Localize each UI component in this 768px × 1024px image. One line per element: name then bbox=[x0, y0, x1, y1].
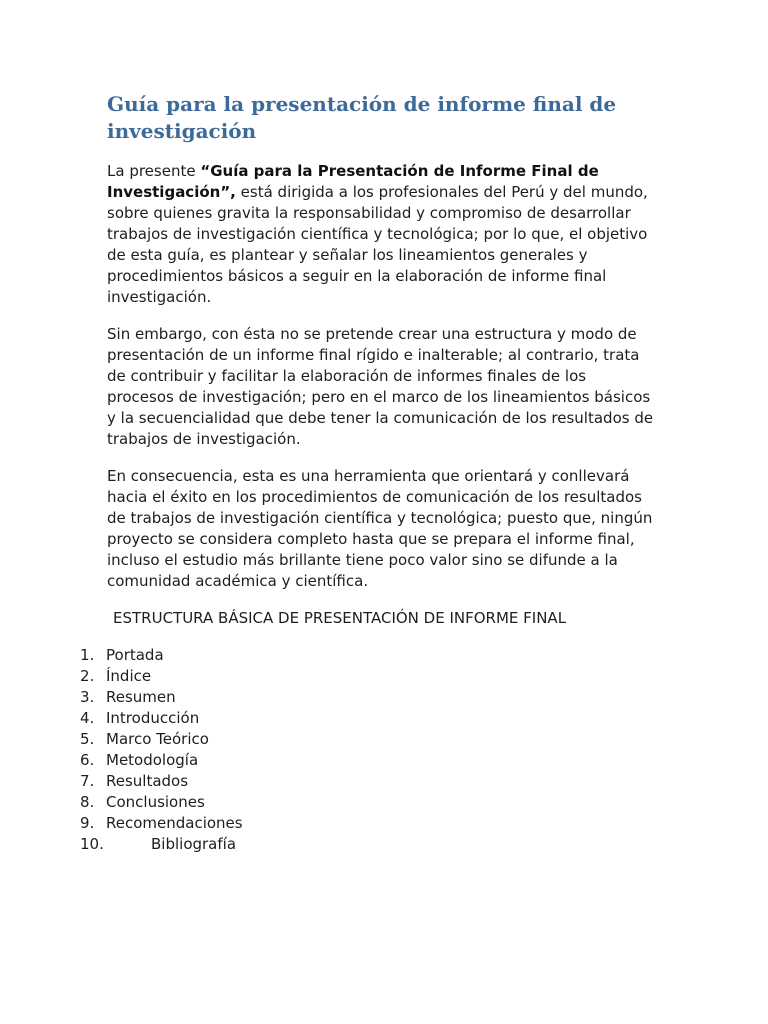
list-item-number: 4. bbox=[80, 709, 95, 727]
list-item bbox=[80, 750, 243, 771]
list-item bbox=[80, 729, 243, 750]
list-item-label: Resumen bbox=[106, 688, 176, 706]
guide-name-bold: “Guía para la Presentación de Informe Final de Investigación”, bbox=[107, 162, 599, 201]
list-item bbox=[80, 645, 243, 666]
list-item-number: 1. bbox=[80, 646, 95, 664]
structure-list bbox=[80, 645, 243, 855]
list-item bbox=[80, 792, 243, 813]
intro-paragraph-lead: La presente bbox=[107, 162, 201, 180]
conclusion-paragraph: En consecuencia, esta es una herramienta que orientará y conllevará hacia el éxito en los procedimientos de comunicación de los resultados de trabajos de investigación científica y tecnológica; puesto que, ningún proyecto se considera completo hasta que se prepara el informe final, incluso el estudio más brillante tiene poco valor sino se difunde a la comunidad académica y científica. bbox=[107, 467, 653, 590]
list-item-number: 6. bbox=[80, 751, 95, 769]
structure-heading: ESTRUCTURA BÁSICA DE PRESENTACIÓN DE INFORME FINAL bbox=[113, 609, 567, 627]
intro-paragraph-body: está dirigida a los profesionales del Perú y del mundo, sobre quienes gravita la responsabilidad y compromiso de desarrollar trabajos de investigación científica y tecnológica; por lo que, el objetivo de esta guía, es plantear y señalar los lineamientos generales y procedimientos básicos a seguir en la elaboración de informe final investigación. bbox=[107, 183, 648, 306]
list-item-label: Índice bbox=[106, 667, 152, 685]
list-item-label: Conclusiones bbox=[106, 793, 205, 811]
list-item bbox=[80, 834, 243, 855]
list-item bbox=[80, 771, 243, 792]
list-item-label: Portada bbox=[106, 646, 164, 664]
scope-paragraph: Sin embargo, con ésta no se pretende crear una estructura y modo de presentación de un informe final rígido e inalterable; al contrario, trata de contribuir y facilitar la elaboración de informes finales de los procesos de investigación; pero en el marco de los lineamientos básicos y la secuencialidad que debe tener la comunicación de los resultados de trabajos de investigación. bbox=[107, 325, 654, 448]
list-item bbox=[80, 813, 243, 834]
list-item-label: Marco Teórico bbox=[106, 730, 209, 748]
list-item-number: 8. bbox=[80, 793, 95, 811]
list-item-number: 2. bbox=[80, 667, 95, 685]
list-item-label: Bibliografía bbox=[151, 835, 237, 853]
document-title: Guía para la presentación de informe final de investigación bbox=[107, 92, 617, 143]
list-item-label: Resultados bbox=[106, 772, 189, 790]
list-item-number: 3. bbox=[80, 688, 95, 706]
list-item bbox=[80, 708, 243, 729]
list-item-label: Recomendaciones bbox=[106, 814, 243, 832]
list-item-number: 9. bbox=[80, 814, 95, 832]
intro-paragraph bbox=[107, 161, 655, 308]
list-item-number: 7. bbox=[80, 772, 95, 790]
list-item bbox=[80, 687, 243, 708]
list-item-label: Introducción bbox=[106, 709, 200, 727]
list-item-label: Metodología bbox=[106, 751, 199, 769]
list-item-number: 10. bbox=[80, 835, 104, 853]
list-item bbox=[80, 666, 243, 687]
list-item-number: 5. bbox=[80, 730, 95, 748]
